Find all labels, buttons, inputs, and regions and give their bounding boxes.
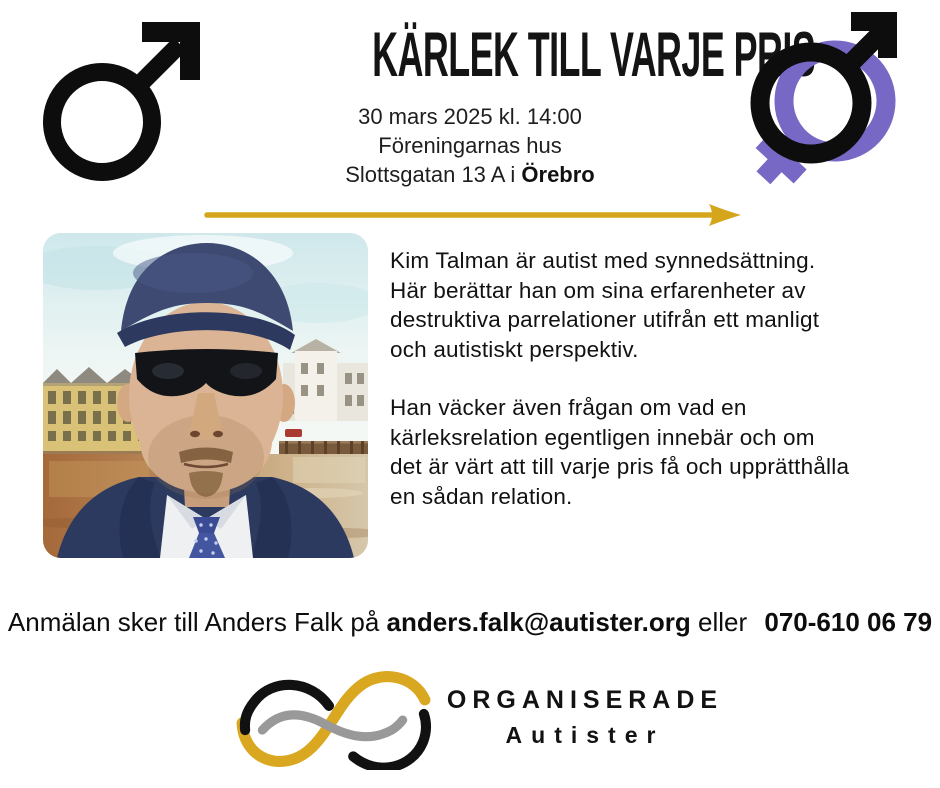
event-title: KÄRLEK TILL VARJE PRIS (372, 20, 816, 90)
event-address-city: Örebro (521, 162, 595, 187)
about-line: en sådan relation. (390, 483, 573, 509)
registration-phone: 070-610 06 79 (764, 607, 933, 637)
organization-subname: Autister (505, 722, 665, 748)
registration-email: anders.falk@autister.org (386, 607, 691, 637)
about-paragraph-2 (390, 393, 914, 511)
mars-icon (30, 12, 210, 197)
registration-text: Anmälan sker till Anders Falk på (7, 607, 387, 637)
speaker-photo-illustration (43, 233, 368, 558)
event-address (205, 160, 735, 189)
event-venue: Föreningarnas hus (378, 133, 562, 158)
mars-venus-icon (725, 6, 937, 214)
registration-text: eller (690, 607, 755, 637)
about-line: kärleksrelation egentligen innebär och om (390, 424, 815, 450)
registration-line (0, 607, 940, 638)
right-arrow-icon (202, 201, 747, 229)
about-line: och autistiskt perspektiv. (390, 336, 639, 362)
about-paragraph-1 (390, 246, 914, 364)
speaker-description (390, 246, 914, 511)
event-details (205, 102, 735, 189)
infinity-logo-icon (232, 666, 434, 770)
event-datetime: 30 mars 2025 kl. 14:00 (358, 104, 582, 129)
organization-logo-text (440, 686, 730, 749)
about-line: det är värt att till varje pris få och upprätthålla (390, 454, 850, 479)
organization-name: ORGANISERADE (446, 686, 724, 714)
about-line: destruktiva parrelationer utifrån ett manligt (390, 307, 820, 332)
about-line: Kim Talman är autist med synnedsättning. (390, 248, 816, 273)
about-line: Han väcker även frågan om vad en (390, 395, 747, 420)
about-line: Här berättar han om sina erfarenheter av (390, 277, 806, 303)
speaker-photo (43, 233, 368, 558)
event-address-street: Slottsgatan 13 A i (345, 162, 522, 187)
flyer-header (205, 20, 816, 189)
